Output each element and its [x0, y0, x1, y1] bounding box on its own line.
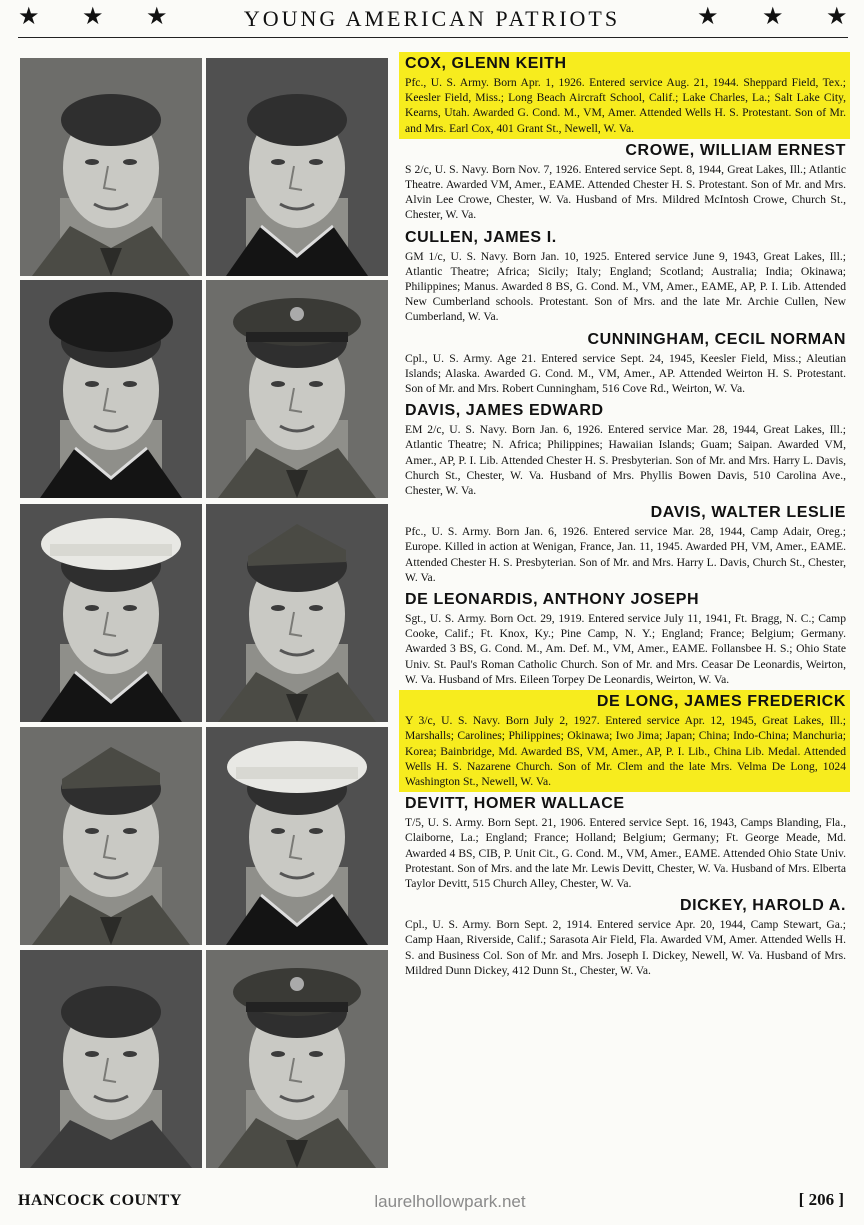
star-icon: ★	[18, 4, 40, 30]
entry-text: Sgt., U. S. Army. Born Oct. 29, 1919. Entered service July 11, 1941, Ft. Bragg, N. C.; Camp Cooke, Calif.; Ft. Knox, Ky.; Pine Camp, N. Y.; England; France; Belgium; Germany. Awarded 3 BS, G. Cond. M., Am. Def. M., VM, Amer., EAME. Follansbee H. S.; Ohio State Univ. St. Paul's Roman Catholic Church. Son of Mr. and Mrs. Ceasar De Leonardis, Weirton, W. Va. Husband of Mrs. Eileen Torpey De Leonardis, Weirton, W. Va.	[405, 612, 846, 686]
portrait-de-long	[206, 727, 388, 945]
entry-name: DAVIS, JAMES EDWARD	[405, 402, 604, 420]
entry-name: DAVIS, WALTER LESLIE	[650, 504, 846, 522]
entry-text: EM 2/c, U. S. Navy. Born Jan. 6, 1926. Entered service Mar. 28, 1944, Great Lakes, Ill.; Atlantic Theatre; N. Africa; Philippines; Hawaiian Islands; Guam; Saipan. Awarded VM, Amer., AP, P. I. Lib. Attended Chester H. S. Presbyterian. Son of Mr. and Mrs. Harry L. Davis, Church St., Chester, W. Va. Husband of Mrs. Phyllis Bowen Davis, 510 Carolina Ave., Chester, W. Va.	[405, 423, 846, 498]
portrait-devitt	[20, 950, 202, 1168]
biography-entry	[399, 894, 850, 981]
entry-text: Pfc., U. S. Army. Born Jan. 6, 1926. Entered service Mar. 28, 1944, Camp Adair, Oreg.; Europe. Killed in action at Wenigan, France, Jan. 11, 1945. Awarded PH, VM, Amer., EAME. Attended Chester H. S. Presbyterian. Son of Mr. and Mrs. Harry L. Davis, Church St., Chester, W. Va.	[405, 525, 846, 584]
biography-entry	[399, 328, 850, 400]
biography-entry	[399, 588, 850, 690]
entry-name: DEVITT, HOMER WALLACE	[405, 795, 625, 813]
biography-entry	[399, 399, 850, 501]
page-title: YOUNG AMERICAN PATRIOTS	[243, 6, 621, 31]
entry-name: DE LEONARDIS, ANTHONY JOSEPH	[405, 591, 700, 609]
entry-text: Cpl., U. S. Army. Born Sept. 2, 1914. Entered service Apr. 20, 1944, Camp Stewart, Ga.; Camp Haan, Riverside, Calif.; Sarasota Air Field, Fla. Awarded VM, Amer. Attended Wells H. S. and Business Col. Son of Mr. and Mrs. Joseph I. Dickey, Newell, W. Va. Husband of Mrs. Mildred Dunn Dickey, 412 Dunn St., Chester, W. Va.	[405, 918, 846, 977]
entry-text: GM 1/c, U. S. Navy. Born Jan. 10, 1925. Entered service June 9, 1943, Great Lakes, Ill.; Atlantic Theatre; Africa; Sicily; Italy; England; Scotland; Australia; India; Okinawa; Philippines; Manus. Awarded 8 BS, G. Cond. M., VM, Amer., EAME, AP, P. I. Lib. Attended New Cumberland schools. Protestant. Son of Mrs. and the late Mr. Archie Cullen, New Cumberland, W. Va.	[405, 249, 846, 324]
entry-name: CUNNINGHAM, CECIL NORMAN	[587, 330, 846, 348]
entry-name: CROWE, WILLIAM ERNEST	[625, 141, 846, 159]
biography-entry	[399, 501, 850, 588]
entry-text: Y 3/c, U. S. Navy. Born July 2, 1927. Entered service Apr. 12, 1945, Great Lakes, Ill.; Marshalls; Carolines; Philippines; Okinawa; Iwo Jima; Japan; China; Indo-China; Manchuria; Korea; Bainbridge, Md. Awarded BS, VM, Amer., AP, P. I. Lib., China Lib. Medal. Attended Wells H. S. Nazarene Church. Son of Mr. Clem and the late Mrs. Velma De Long, 1024 Washington St., Newell, W. Va.	[405, 714, 846, 788]
biography-entry	[399, 52, 850, 139]
entry-name: DE LONG, JAMES FREDERICK	[596, 693, 846, 711]
entry-name: CULLEN, JAMES I.	[405, 228, 557, 246]
portrait-cox	[20, 58, 202, 276]
entry-name: COX, GLENN KEITH	[405, 55, 567, 72]
entry-name: DICKEY, HAROLD A.	[679, 897, 846, 915]
portrait-davis-walter	[206, 504, 388, 722]
entry-text: Pfc., U. S. Army. Born Apr. 1, 1926. Entered service Aug. 21, 1944. Sheppard Field, Tex.; Keesler Field, Miss.; Long Beach Aircraft School, Calif.; Lake Charles, La.; Salt Lake City, Kearns, Utah. Awarded G. Cond. M., VM, Amer. Attended Wells H. S. Protestant. Son of Mr. and Mrs. Earl Cox, 401 Grant St., Newell, W. Va.	[405, 76, 846, 135]
entry-text: S 2/c, U. S. Navy. Born Nov. 7, 1926. Entered service Sept. 8, 1944, Great Lakes, Ill.; Atlantic Theatre. Awarded VM, Amer., EAME. Attended Chester H. S. Protestant. Son of Mr. and Mrs. Alvin Lee Crowe, Chester, W. Va. Husband of Mrs. Mildred McIntosh Crowe, Church St., Chester, W. Va.	[405, 162, 846, 222]
star-icon: ★	[82, 4, 104, 30]
page-header	[0, 0, 864, 40]
portrait-dickey	[206, 950, 388, 1168]
biography-entry	[399, 690, 850, 792]
star-icon: ★	[762, 4, 784, 30]
entry-text: Cpl., U. S. Army. Age 21. Entered service Sept. 24, 1945, Keesler Field, Miss.; Aleutian Islands; Alaska. Awarded G. Cond. M., VM, Amer., AP. Attended Weirton H. S. Protestant. Son of Mr. and Mrs. Robert Cunningham, 516 Cove Rd., Weirton, W. Va.	[405, 351, 846, 396]
star-icon: ★	[146, 4, 168, 30]
biography-entry	[399, 792, 850, 894]
portrait-crowe	[206, 58, 388, 276]
entry-text: T/5, U. S. Army. Born Sept. 21, 1906. Entered service Sept. 16, 1943, Camps Blanding, Fla., Claiborne, La.; England; France; Holland; Belgium; Germany; Ft. George Meade, Md. Awarded 4 BS, CIB, P. Unit Cit., G. Cond. M., VM, Amer., EAME. Attended Ohio State Univ. Protestant. Son of Mrs. and the late Mr. Lewis Devitt, Chester, W. Va. Husband of Mrs. Elberta Taylor Devitt, 515 Church Alley, Chester, W. Va.	[405, 816, 846, 890]
header-rule	[18, 37, 848, 38]
watermark: laurelhollowpark.net	[374, 1192, 526, 1211]
star-icon: ★	[697, 4, 719, 30]
biography-entry	[399, 226, 850, 328]
biography-entry	[399, 139, 850, 226]
page-number: [ 206 ]	[798, 1190, 844, 1209]
biography-list	[399, 52, 850, 981]
portrait-cullen	[20, 280, 202, 498]
county-label: HANCOCK COUNTY	[18, 1192, 182, 1209]
portrait-davis-james	[20, 504, 202, 722]
portrait-cunningham	[206, 280, 388, 498]
portrait-de-leonardis	[20, 727, 202, 945]
star-icon: ★	[826, 4, 848, 30]
portrait-grid	[20, 58, 386, 1173]
